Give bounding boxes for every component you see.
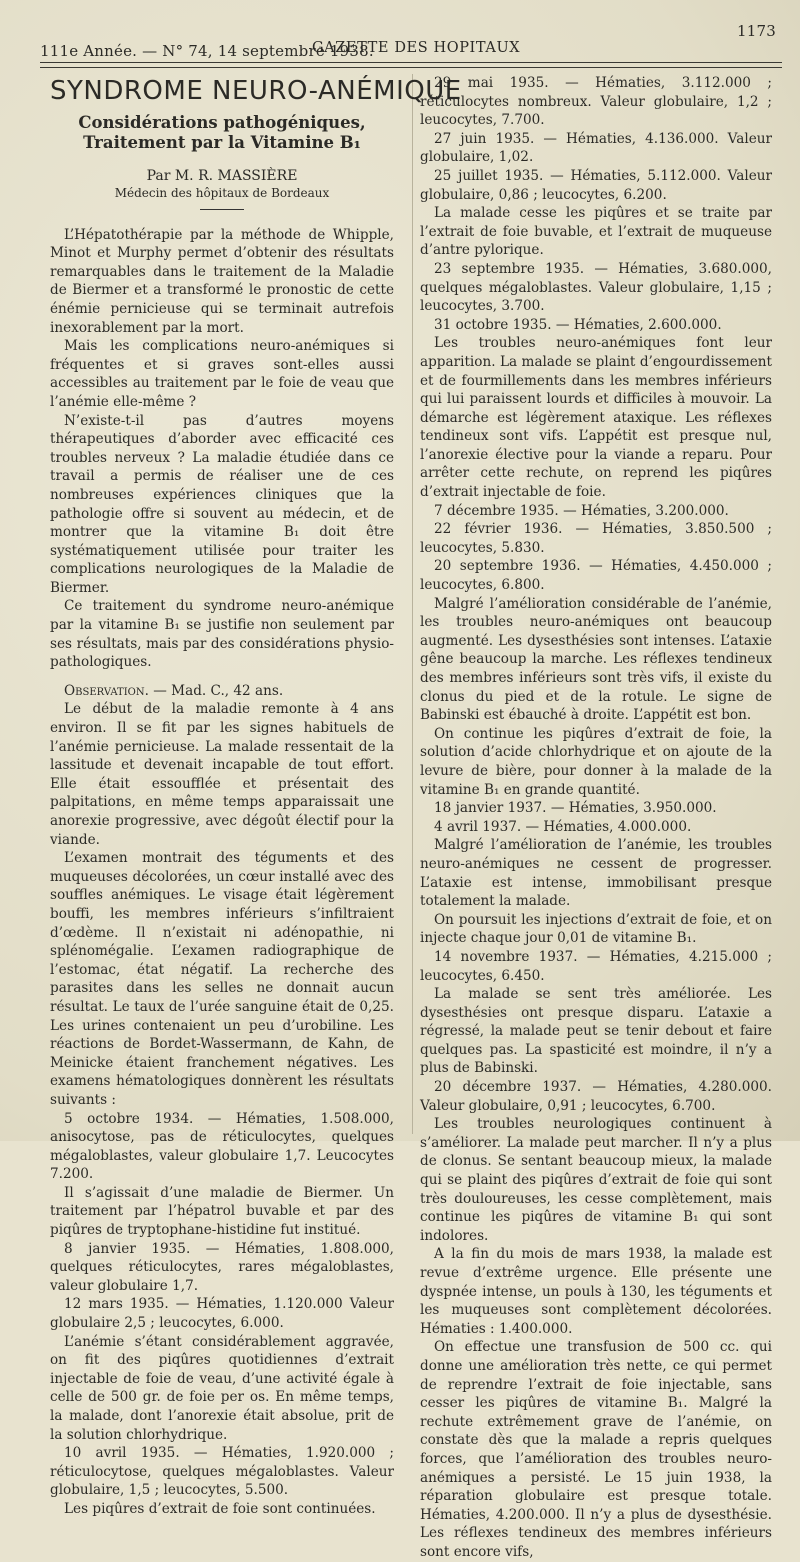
left-column (50, 74, 462, 1519)
paragraph: 7 décembre 1935. — Hématies, 3.200.000. (434, 502, 729, 519)
article-title: SYNDROME NEURO-ANÉMIQUE (50, 76, 462, 106)
author-affiliation: Médecin des hôpitaux de Bordeaux (114, 185, 330, 200)
paragraph: 12 mars 1935. — Hématies, 1.120.000 Valeur globulaire 2,5 ; leucocytes, 6.000. (50, 1296, 394, 1332)
paragraph: 8 janvier 1935. — Hématies, 1.808.000, quelques réticulocytes, rares mégaloblastes, valeur globulaire 1,7. (50, 1240, 394, 1294)
author-name: Par M. R. MASSIÈRE (146, 167, 298, 184)
observation-label: Observation. — (64, 682, 167, 699)
paragraph: Mais les complications neuro-anémiques si fréquentes et si graves sont-elles aussi accessibles au traitement par le foie de veau que l’anémie elle-même ? (50, 338, 394, 410)
issue-line: 111e Année. — N° 74, 14 septembre 1938. (40, 42, 374, 60)
paragraph: Ce traitement du syndrome neuro-anémique par la vitamine B₁ se justifie non seulement par ses résultats, mais par des considérations physio-pathologiques. (50, 598, 394, 671)
paragraph: 20 septembre 1936. — Hématies, 4.450.000 ; leucocytes, 6.800. (420, 558, 772, 594)
paragraph: 31 octobre 1935. — Hématies, 2.600.000. (434, 316, 722, 333)
paragraph: Les troubles neurologiques continuent à s’améliorer. La malade peut marcher. Il n’y a plus de clonus. Se sentant beaucoup mieux, la malade qui se plaint des piqûres d’extrait de foie qui sont très douloureuses, les cesse complètement, mais continue les piqûres de vitamine B₁ qui sont indolores. (420, 1116, 772, 1244)
left-body (50, 226, 394, 1519)
right-column (420, 74, 772, 1562)
paragraph: Le début de la maladie remonte à 4 ans environ. Il se fit par les signes habituels de l’anémie pernicieuse. La malade ressentait de la lassitude et devenait incapable de tout effort. Elle était essoufflée et présentait des palpitations, en même temps apparaissait une anorexie progressive, avec dégoût électif pour la viande. (50, 701, 394, 848)
paragraph: 27 juin 1935. — Hématies, 4.136.000. Valeur globulaire, 1,02. (420, 130, 772, 166)
header-rule-double (40, 67, 782, 68)
article-subtitle-2: Traitement par la Vitamine B₁ (83, 132, 361, 152)
paragraph: 20 décembre 1937. — Hématies, 4.280.000. Valeur globulaire, 0,91 ; leucocytes, 6.700. (420, 1079, 772, 1114)
paragraph (50, 682, 394, 701)
title-divider (200, 209, 244, 210)
paragraph: L’examen montrait des téguments et des muqueuses décolorées, un cœur installé avec des souffles anémiques. Le visage était légèrement bouffi, les membres inférieurs s’infiltraient d’œdème. Il n’existait ni adénopathie, ni splénomégalie. L’examen radiographique de l’estomac, état négatif. La recherche des parasites dans les selles ne donnait aucun résultat. Le taux de l’urée sanguine était de 0,25. Les urines contenaient un peu d’urobiline. Les réactions de Bordet-Wassermann, de Kahn, de Meinicke étaient franchement négatives. Les examens hématologiques donnèrent les résultats suivants : (50, 850, 394, 1108)
observation-subject: Mad. C., 42 ans. (166, 682, 284, 699)
paragraph: L’anémie s’étant considérablement aggravée, on fit des piqûres quotidiennes d’extrait injectable de foie de veau, d’une activité égale à celle de 500 gr. de foie per os. En même temps, la malade, dont l’anorexie était absolue, prit de la solution chlorhydrique. (50, 1333, 394, 1443)
paragraph: N’existe-t-il pas d’autres moyens thérapeutiques d’aborder avec efficacité ces troubles nerveux ? La maladie étudiée dans ce travail a permis de réaliser une de ces nombreuses expériences cliniques que la pathologie offre si souvent au médecin, et de montrer que la vitamine B₁ doit être systématiquement utilisée pour traiter les complications neurologiques de la Maladie de Biermer. (50, 412, 394, 596)
paragraph: 22 février 1936. — Hématies, 3.850.500 ; leucocytes, 5.830. (420, 521, 772, 556)
journal-name: GAZETTE DES HOPITAUX (312, 40, 521, 56)
paragraph: Les troubles neuro-anémiques font leur apparition. La malade se plaint d’engourdissement et de fourmillements dans les membres inférieurs qui lui paraissent lourds et difficiles à mouvoir. La démarche est légèrement ataxique. Les réflexes tendineux sont vifs. L’appétit est presque nul, l’anorexie élective pour la viande a reparu. Pour arrêter cette rechute, on reprend les piqûres d’extrait injectable de foie. (420, 335, 772, 501)
page-number: 1173 (737, 22, 776, 40)
paragraph: 4 avril 1937. — Hématies, 4.000.000. (434, 818, 692, 835)
paragraph: A la fin du mois de mars 1938, la malade est revue d’extrême urgence. Elle présente une dyspnée intense, un pouls à 130, les téguments et les muqueuses sont complètement décolorées. Hématies : 1.400.000. (420, 1246, 772, 1337)
paragraph: 10 avril 1935. — Hématies, 1.920.000 ; réticulocytose, quelques mégaloblastes. Valeur globulaire, 1,5 ; leucocytes, 5.500. (50, 1445, 394, 1499)
paragraph: On continue les piqûres d’extrait de foie, la solution d’acide chlorhydrique et on ajoute de la levure de bière, pour donner à la malade de la vitamine B₁ en grande quantité. (420, 725, 772, 798)
paragraph-gap (50, 672, 394, 682)
page-header (40, 22, 782, 64)
paragraph: 18 janvier 1937. — Hématies, 3.950.000. (434, 800, 717, 817)
paragraph: On effectue une transfusion de 500 cc. qui donne une amélioration très nette, ce qui permet de reprendre l’extrait de foie injectable, sans cesser les piqûres de vitamine B₁. Malgré la rechute extrêmement grave de l’anémie, on constate dès que la malade a repris quelques forces, que l’amélioration des troubles neuro-anémiques a persisté. Le 15 juin 1938, la réparation globulaire est presque totale. Hématies, 4.200.000. Il n’y a plus de dysesthésie. Les réflexes tendineux des membres inférieurs sont encore vifs, (420, 1339, 772, 1560)
paragraph: On poursuit les injections d’extrait de foie, et on injecte chaque jour 0,01 de vitamine B₁. (420, 911, 772, 947)
header-rule (40, 62, 782, 63)
paragraph: La malade cesse les piqûres et se traite par l’extrait de foie buvable, et l’extrait de muqueuse d’antre pylorique. (420, 205, 772, 259)
paragraph: Malgré l’amélioration de l’anémie, les troubles neuro-anémiques ne cessent de progresser. L’ataxie est intense, immobilisant presque totalement la malade. (420, 837, 772, 910)
paragraph: Les piqûres d’extrait de foie sont continuées. (64, 1500, 376, 1517)
paragraph: 5 octobre 1934. — Hématies, 1.508.000, anisocytose, pas de réticulocytes, quelques mégaloblastes, valeur globulaire 1,7. Leucocytes 7.200. (50, 1110, 394, 1183)
column-separator (412, 74, 413, 1134)
paragraph: 25 juillet 1935. — Hématies, 5.112.000. Valeur globulaire, 0,86 ; leucocytes, 6.200. (420, 167, 772, 203)
paragraph: Il s’agissait d’une maladie de Biermer. Un traitement par l’hépatrol buvable et par des piqûres de tryptophane-histidine fut institué. (50, 1184, 394, 1239)
paragraph: Malgré l’amélioration considérable de l’anémie, les troubles neuro-anémiques ont beaucoup augmenté. Les dysesthésies sont intenses. L’ataxie gêne beaucoup la marche. Les réflexes tendineux des membres inférieurs sont très vifs, il existe du clonus du pied et de la rotule. Le signe de Babinski est ébauché à droite. L’appétit est bon. (420, 595, 772, 724)
right-body (420, 74, 772, 1562)
paragraph: 29 mai 1935. — Hématies, 3.112.000 ; réticulocytes nombreux. Valeur globulaire, 1,2 ; leucocytes, 7.700. (420, 75, 772, 129)
paragraph: 23 septembre 1935. — Hématies, 3.680.000, quelques mégaloblastes. Valeur globulaire, 1,15 ; leucocytes, 3.700. (420, 260, 772, 315)
paragraph: L’Hépatothérapie par la méthode de Whipple, Minot et Murphy permet d’obtenir des résultats remarquables dans le traitement de la Maladie de Biermer et a transformé le pronostic de cette énémie pernicieuse qui se terminait autrefois inexorablement par la mort. (50, 226, 394, 336)
article-subtitle-1: Considérations pathogéniques, (78, 112, 366, 132)
paragraph: La malade se sent très améliorée. Les dysesthésies ont presque disparu. L’ataxie a régressé, la malade peut se tenir debout et faire quelques pas. La spasticité est moindre, il n’y a plus de Babinski. (420, 986, 772, 1077)
paragraph: 14 novembre 1937. — Hématies, 4.215.000 ; leucocytes, 6.450. (420, 948, 772, 984)
